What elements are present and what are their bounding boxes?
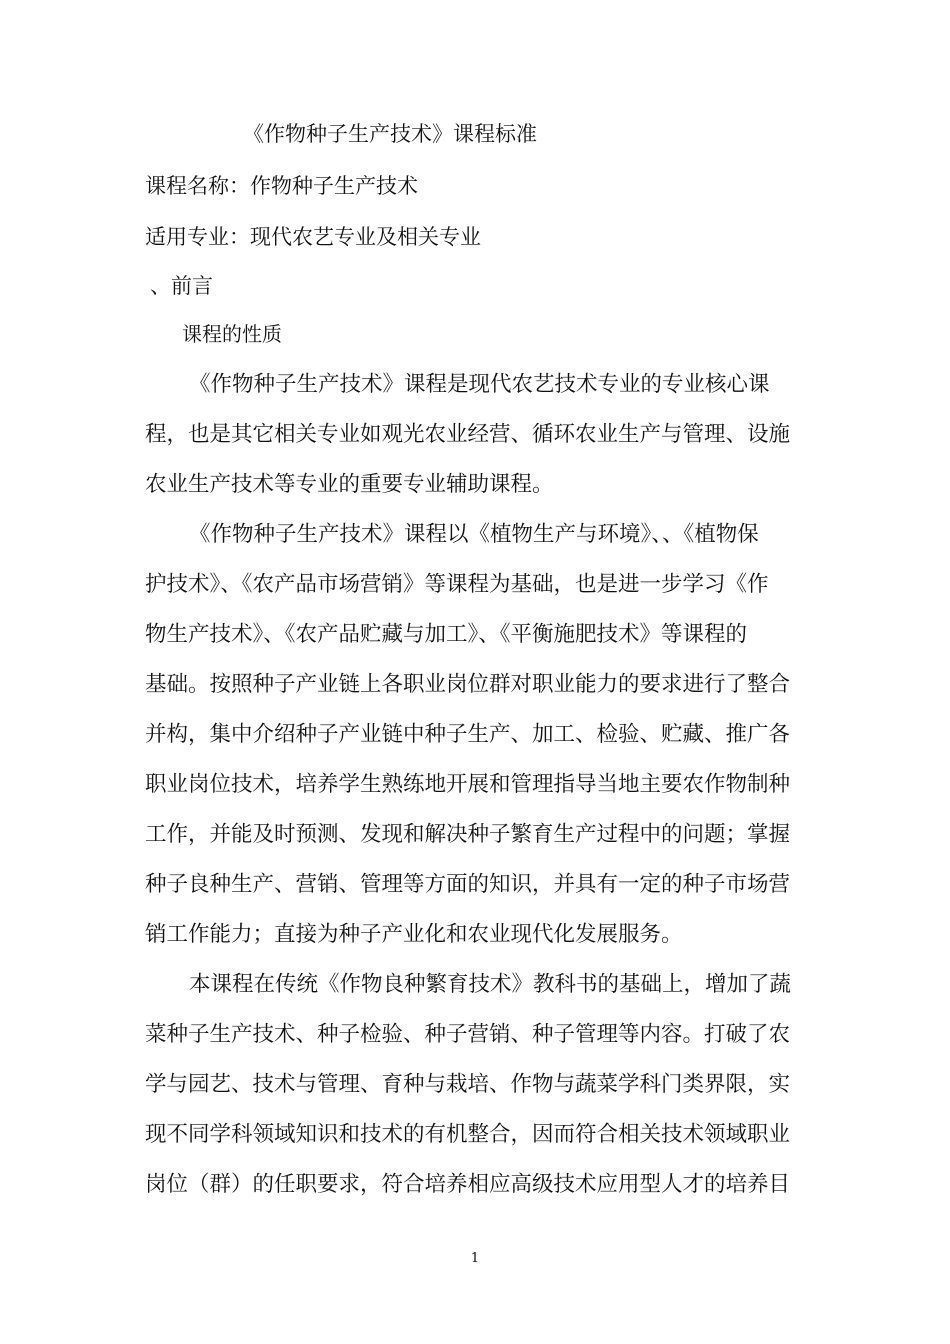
body-line: 并构，集中介绍种子产业链中种子生产、加工、检验、贮藏、推广各	[145, 722, 791, 747]
body-line: 菜种子生产技术、种子检验、种子营销、种子管理等内容。打破了农	[145, 1022, 791, 1047]
body-line: 职业岗位技术，培养学生熟练地开展和管理指导当地主要农作物制种	[145, 772, 791, 797]
body-line: 学与园艺、技术与管理、育种与栽培、作物与蔬菜学科门类界限，实	[145, 1072, 791, 1097]
subsection-heading: 课程的性质	[182, 322, 282, 346]
body-line: 岗位（群）的任职要求，符合培养相应高级技术应用型人才的培养目	[145, 1172, 791, 1197]
body-line: 种子良种生产、营销、管理等方面的知识，并具有一定的种子市场营	[145, 872, 791, 897]
applicable-major-line: 适用专业：现代农艺专业及相关专业	[145, 225, 481, 249]
body-line: 现不同学科领域知识和技术的有机整合，因而符合相关技术领域职业	[145, 1122, 791, 1147]
body-line: 《作物种子生产技术》课程以《植物生产与环境》、、《植物保	[189, 522, 759, 547]
document-title: 《作物种子生产技术》课程标准	[243, 122, 537, 146]
page-number: 1	[470, 1251, 480, 1266]
body-line: 程，也是其它相关专业如观光农业经营、循环农业生产与管理、设施	[145, 422, 791, 447]
body-line: 基础。按照种子产业链上各职业岗位群对职业能力的要求进行了整合	[145, 672, 791, 697]
body-line: 农业生产技术等专业的重要专业辅助课程。	[145, 472, 554, 497]
body-line: 本课程在传统《作物良种繁育技术》教科书的基础上，增加了蔬	[189, 972, 792, 997]
body-line: 护技术》、《农产品市场营销》等课程为基础，也是进一步学习《作	[145, 572, 769, 597]
body-line: 工作，并能及时预测、发现和解决种子繁育生产过程中的问题；掌握	[145, 822, 791, 847]
section-heading: 、前言	[150, 274, 213, 298]
course-name-line: 课程名称：作物种子生产技术	[145, 174, 418, 198]
body-line: 《作物种子生产技术》课程是现代农艺技术专业的专业核心课	[189, 372, 770, 397]
body-line: 销工作能力；直接为种子产业化和农业现代化发展服务。	[145, 922, 683, 947]
body-line: 物生产技术》、《农产品贮藏与加工》、《平衡施肥技术》等课程的	[145, 622, 748, 647]
